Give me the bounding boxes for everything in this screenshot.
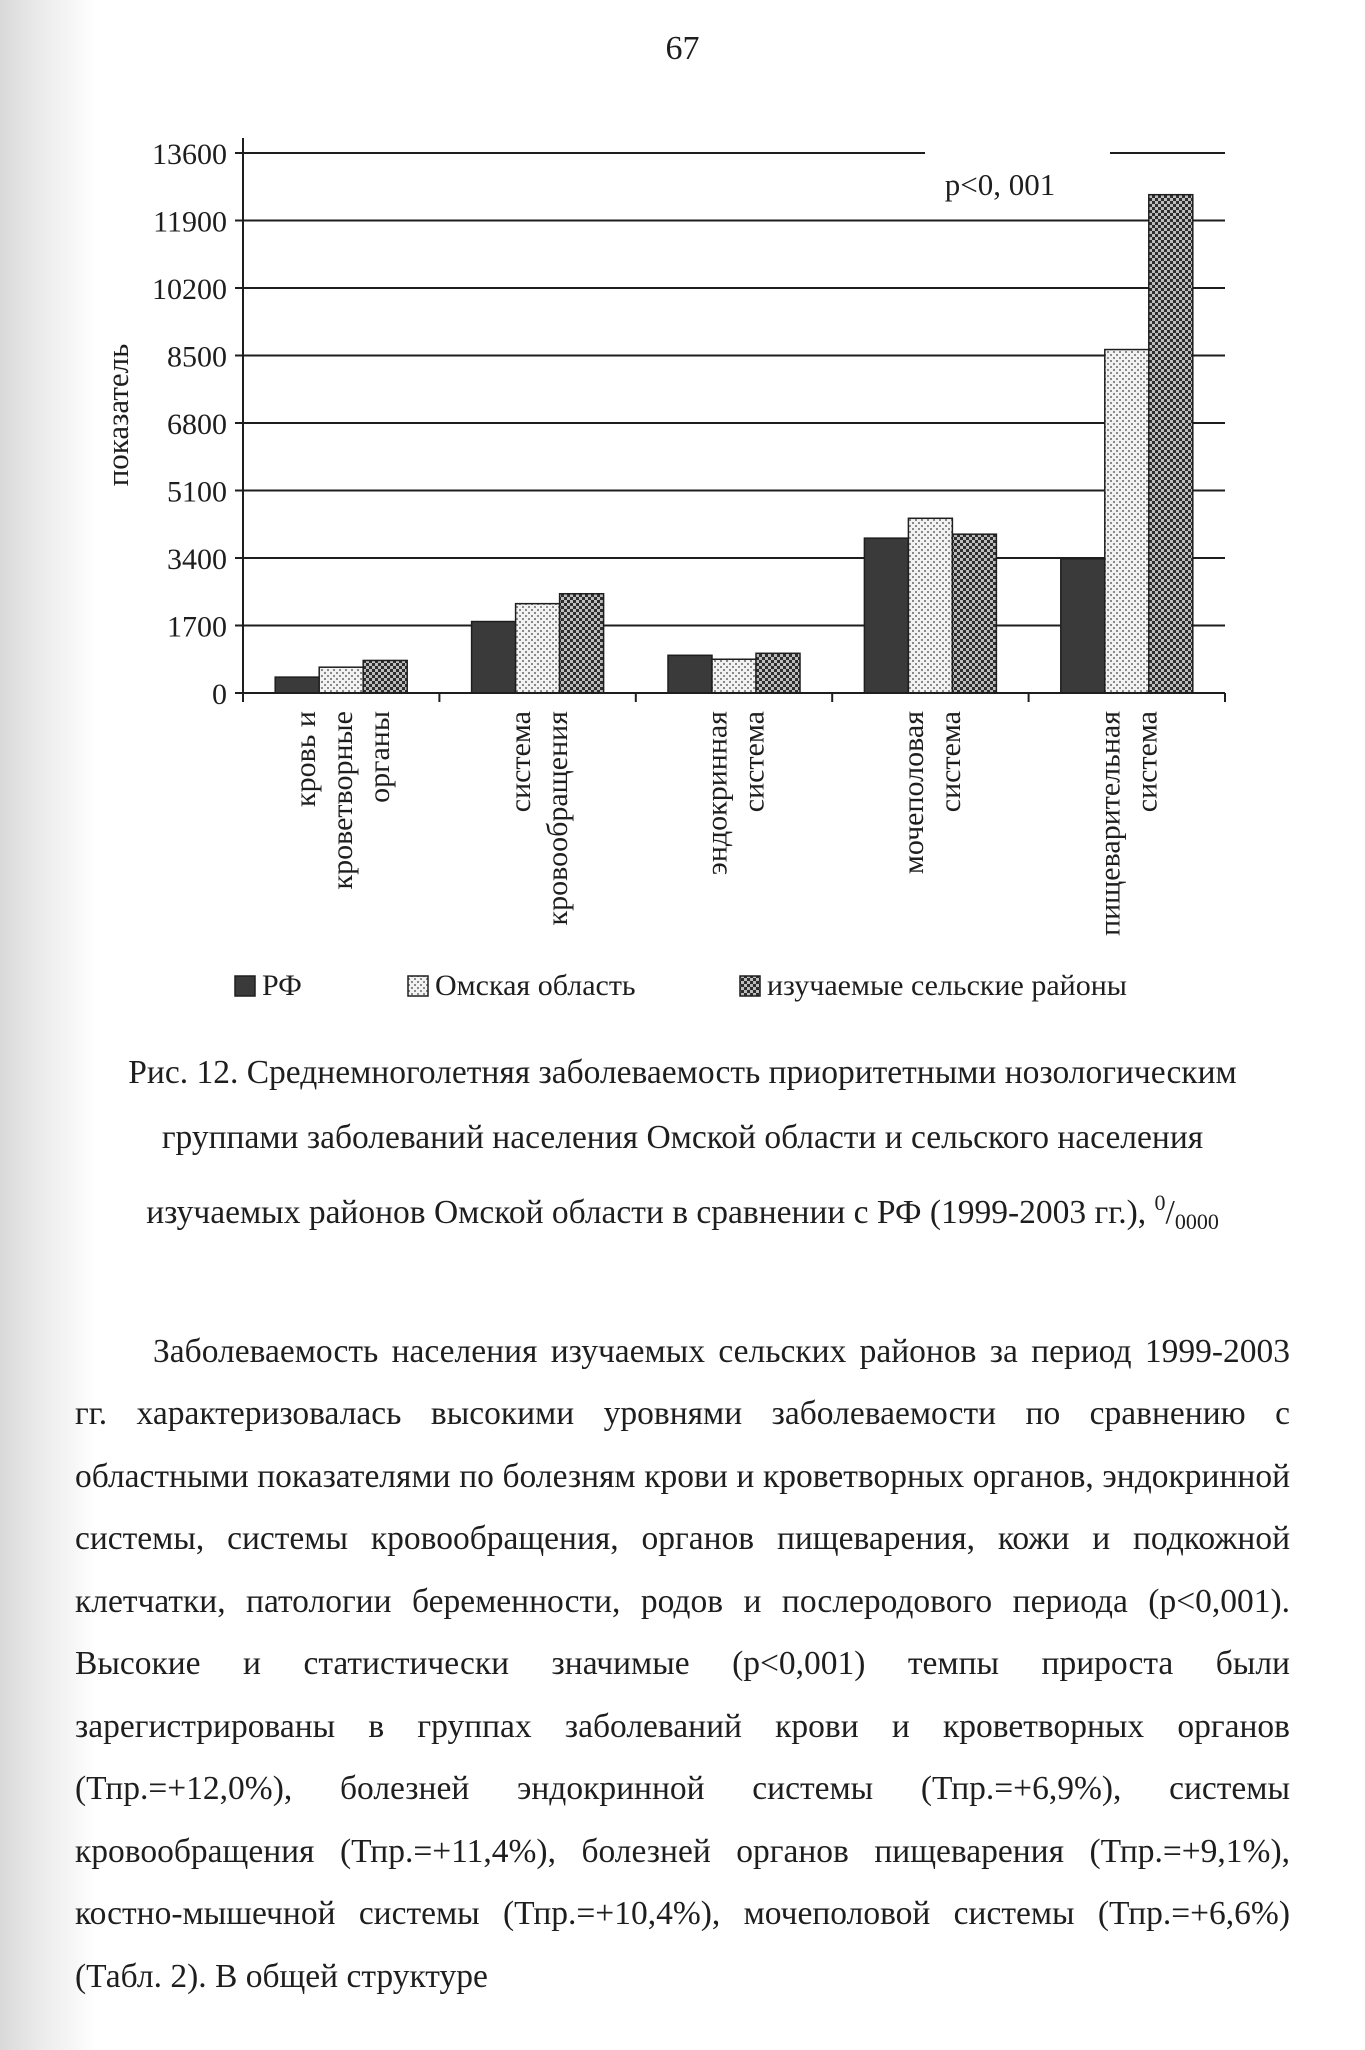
y-tick-label: 1700 xyxy=(167,610,227,644)
bar-dots xyxy=(516,604,560,693)
category-label: пищеварительная xyxy=(1093,711,1127,936)
legend-label: РФ xyxy=(262,969,302,1002)
category-label: система xyxy=(504,711,538,813)
legend-swatch xyxy=(740,976,760,996)
category-label: система xyxy=(737,711,771,813)
y-tick-label: 3400 xyxy=(167,543,227,576)
y-axis-label: показатель xyxy=(100,343,135,487)
y-tick-label: 8500 xyxy=(167,340,227,374)
significance-annotation: p<0, 001 xyxy=(944,167,1056,202)
bar-dots xyxy=(908,518,952,693)
category-label: мочеполовая xyxy=(896,711,930,875)
y-tick-label: 10200 xyxy=(152,273,227,306)
category-label: кровообращения xyxy=(541,711,575,926)
page-number: 67 xyxy=(665,30,700,67)
bar-solid xyxy=(668,655,712,693)
unit-subscript: 0000 xyxy=(1174,1209,1219,1234)
category-label: органы xyxy=(363,711,397,803)
category-label: система xyxy=(933,711,967,813)
bar-checker xyxy=(952,534,996,693)
bar-checker xyxy=(756,653,800,693)
legend-label: изучаемые сельские районы xyxy=(767,969,1127,1002)
bar-solid xyxy=(472,622,516,693)
chart-tick-labels xyxy=(152,138,227,711)
category-label: система xyxy=(1130,711,1164,813)
chart-legend xyxy=(235,969,1127,1002)
caption-line-2: группами заболеваний населения Омской области и сельского населения xyxy=(161,1119,1204,1156)
category-label: кроветворные xyxy=(326,711,360,890)
caption-line-3 xyxy=(75,1170,1290,1254)
y-tick-label: 0 xyxy=(212,678,227,711)
y-tick-label: 6800 xyxy=(167,408,227,441)
bar-solid xyxy=(275,677,319,693)
bar-checker xyxy=(560,594,604,693)
legend-label: Омская область xyxy=(435,969,636,1002)
caption-line-3-text: изучаемых районов Омской области в сравнении с РФ (1999-2003 гг.), xyxy=(146,1194,1147,1231)
y-tick-label: 11900 xyxy=(153,205,227,239)
unit-superscript: 0 xyxy=(1154,1190,1166,1215)
unit-slash: / xyxy=(1165,1194,1175,1231)
bar-dots xyxy=(319,667,363,693)
category-label: кровь и xyxy=(289,711,323,807)
caption-line-1: Рис. 12. Среднемноголетняя заболеваемость приоритетными нозологическим xyxy=(128,1054,1237,1091)
bar-dots xyxy=(1105,350,1149,693)
y-tick-label: 5100 xyxy=(167,475,227,509)
bar-solid xyxy=(1061,559,1105,693)
category-label: эндокринная xyxy=(700,711,734,876)
chart-category-labels xyxy=(289,711,1163,936)
bar-checker xyxy=(1149,195,1193,693)
bar-solid xyxy=(864,538,908,693)
figure-caption xyxy=(75,1040,1290,1254)
bar-dots xyxy=(712,659,756,693)
body-paragraph: Заболеваемость населения изучаемых сельских районов за период 1999-2003 гг. характеризовалась высокими уровнями заболеваемости по сравнению с областными показателями по болезням крови и кроветворных органов, эндокринной системы, системы кровообращения, органов пищеварения, кожи и подкожной клетчатки, патологии беременности, родов и послеродового периода (р<0,001). Высокие и статистически значимые (р<0,001) темпы прироста были зарегистрированы в группах заболеваний крови и кроветворных органов (Тпр.=+12,0%), болезней эндокринной системы (Тпр.=+6,9%), системы кровообращения (Тпр.=+11,4%), болезней органов пищеварения (Тпр.=+9,1%), костно-мышечной системы (Тпр.=+10,4%), мочеполовой системы (Тпр.=+6,6%) (Табл. 2). В общей структуре xyxy=(75,1332,1290,1995)
y-tick-label: 13600 xyxy=(152,138,227,171)
chart-bars xyxy=(275,195,1193,693)
legend-swatch xyxy=(235,976,255,996)
legend-swatch xyxy=(408,976,428,996)
bar-checker xyxy=(363,660,407,693)
